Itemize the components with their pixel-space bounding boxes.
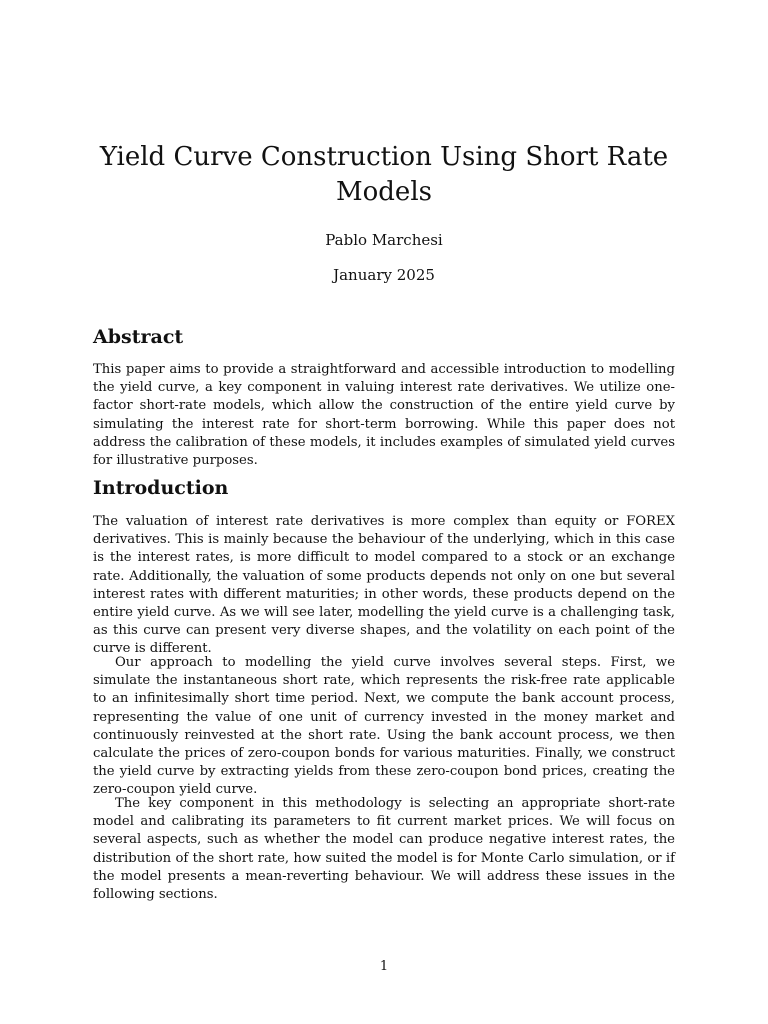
introduction-paragraph-3: The key component in this methodology is selecting an appropriate short-rate model and calibrating its parameters to fit current market prices. We will focus on several aspects, such as whether the model can produce negative interest rates, the distribution of the short rate, how suited the model is for Monte Carlo simulation, or if the model presents a mean-reverting behaviour. We will address these issues in the following sections.	[93, 796, 675, 903]
publication-date: January 2025	[333, 266, 435, 284]
paper-title: Yield Curve Construction Using Short Rate Models	[99, 142, 669, 207]
introduction-paragraph-1: The valuation of interest rate derivatives is more complex than equity or FOREX derivatives. This is mainly because the behaviour of the underlying, which in this case is the interest rates, is more difficult to model compared to a stock or an exchange rate. Additionally, the valuation of some products depends not only on one but several interest rates with different maturities; in other words, these products depend on the entire yield curve. As we will see later, modelling the yield curve is a challenging task, as this curve can present very diverse shapes, and the volatility on each point of the curve is different.	[93, 514, 675, 657]
abstract-text: This paper aims to provide a straightforward and accessible introduction to modelling the yield curve, a key component in valuing interest rate derivatives. We utilize one-factor short-rate models, which allow the construction of the entire yield curve by simulating the interest rate for short-term borrowing. While this paper does not address the calibration of these models, it includes examples of simulated yield curves for illustrative purposes.	[93, 362, 675, 469]
abstract-heading: Abstract	[93, 326, 184, 348]
page-number: 1	[379, 959, 389, 974]
author-name: Pablo Marchesi	[325, 231, 443, 249]
introduction-heading: Introduction	[93, 477, 229, 499]
introduction-paragraph-2: Our approach to modelling the yield curve involves several steps. First, we simulate the instantaneous short rate, which represents the risk-free rate applicable to an infinitesimally short time period. Next, we compute the bank account process, representing the value of one unit of currency invested in the money market and continuously reinvested at the short rate. Using the bank account process, we then calculate the prices of zero-coupon bonds for various maturities. Finally, we construct the yield curve by extracting yields from these zero-coupon bond prices, creating the zero-coupon yield curve.	[93, 655, 675, 798]
